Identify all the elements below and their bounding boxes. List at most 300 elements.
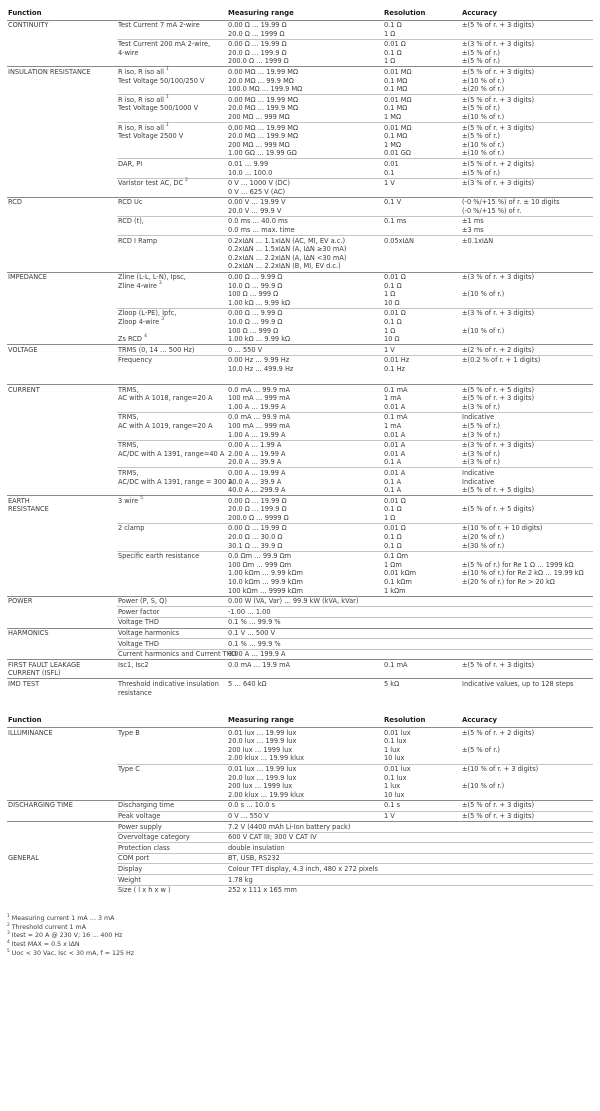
resolution-line: 0.1 ms — [384, 217, 407, 226]
accuracy-line — [462, 754, 592, 763]
resolution-line: 1 V — [384, 345, 395, 354]
description-line: Display — [118, 864, 143, 873]
table-header — [7, 6, 593, 20]
accuracy — [461, 728, 593, 764]
footnote-text: Measuring current 1 mA … 3 mA — [9, 915, 115, 923]
measuring-range — [227, 832, 593, 843]
function-name-line: IMPEDANCE — [8, 273, 47, 282]
accuracy — [461, 216, 593, 235]
range-line: 0.0 ms … 40.0 ms — [228, 217, 288, 226]
footnote — [7, 941, 593, 950]
description-line: DAR, PI — [118, 159, 143, 168]
resolution — [383, 628, 461, 639]
range-line: 20.0 A … 39.9 A — [228, 477, 282, 486]
resolution-line — [384, 618, 460, 627]
resolution — [383, 523, 461, 551]
resolution-line: 0.01 kΩm — [384, 569, 417, 578]
accuracy-line: ±(10 % of r.) — [462, 140, 505, 149]
footnote-text: Uoc < 30 Vac, Isc < 30 mA, f = 125 Hz — [9, 949, 135, 957]
description — [117, 308, 227, 344]
range-line: 200 lux … 1999 lux — [228, 782, 293, 791]
function-name-line: INSULATION RESISTANCE — [8, 67, 91, 76]
accuracy-line: ±(3 % of r. + 3 digits) — [462, 273, 535, 282]
description-line: Test Current 200 mA 2-wire, — [118, 40, 211, 49]
description — [117, 853, 227, 864]
accuracy-header: Accuracy — [461, 6, 593, 20]
description-line-text: R iso, R iso all — [118, 67, 167, 76]
accuracy-line: ±(10 % of r.) — [462, 149, 505, 158]
resolution — [383, 20, 461, 39]
footnote — [7, 932, 593, 941]
accuracy-line: ±(5 % of r. + 3 digits) — [462, 394, 535, 403]
accuracy-line: ±(5 % of r. + 5 digits) — [462, 486, 535, 495]
accuracy-line: ±(3 % of r. + 3 digits) — [462, 40, 535, 49]
resolution-line: 1 V — [384, 812, 395, 820]
range-line: 7.2 V (4400 mAh Li-Ion battery pack) — [228, 822, 351, 831]
resolution — [383, 440, 461, 468]
range-line: 1.00 kΩ … 9.99 kΩ — [228, 335, 291, 344]
description-line: Zloop (L-PE), Ipfc, — [118, 309, 177, 318]
resolution-line: 0.1 Hz — [384, 364, 406, 373]
accuracy — [461, 639, 593, 650]
description — [117, 875, 227, 886]
accuracy — [461, 236, 593, 272]
accuracy — [461, 679, 593, 698]
measuring-range — [227, 649, 383, 660]
description-line — [118, 318, 226, 327]
accuracy — [461, 95, 593, 123]
description — [117, 412, 227, 440]
description — [117, 20, 227, 39]
accuracy — [461, 355, 593, 374]
range-line: 0.00 Ω … 19.99 Ω — [228, 496, 287, 505]
description-line-text: Zline 4-wire — [118, 281, 160, 290]
accuracy-line: ±(20 % of r.) — [462, 85, 505, 94]
accuracy-line — [462, 629, 592, 638]
description — [117, 496, 227, 524]
range-line: 0.0 mA … 99.9 mA — [228, 385, 291, 394]
resolution-line: 0.1 mA — [384, 660, 408, 669]
description — [117, 596, 227, 607]
footnote-ref: 1 — [166, 94, 169, 100]
description — [117, 885, 227, 895]
accuracy-line — [462, 737, 592, 746]
accuracy-line: ±(3 % of r.) — [462, 402, 500, 411]
resolution-line — [384, 629, 460, 638]
description-line: Test Current 7 mA 2-wire — [118, 21, 200, 29]
measuring-range — [227, 308, 383, 344]
resolution — [383, 728, 461, 764]
accuracy — [461, 440, 593, 468]
range-line: 0.01 lux … 19.99 lux — [228, 728, 297, 737]
resolution-line: 0.01 Ω — [384, 40, 406, 49]
measuring-range — [227, 628, 383, 639]
range-line: 20.0 Ω … 1999 Ω — [228, 29, 285, 38]
footnote — [7, 915, 593, 924]
range-line: 0.00 MΩ … 19.99 MΩ — [228, 123, 298, 132]
resolution — [383, 67, 461, 95]
accuracy-line: Indicative — [462, 468, 495, 477]
accuracy-line: ±(3 % of r. + 3 digits) — [462, 179, 535, 188]
resolution-line — [384, 640, 460, 649]
range-line: 0.2xI∆N … 2.2xI∆N (A, I∆N <30 mA) — [228, 253, 347, 262]
function-name-line: VOLTAGE — [8, 345, 38, 354]
resolution-line — [384, 597, 460, 606]
accuracy-line: ±(0.2 % of r. + 1 digits) — [462, 356, 541, 365]
accuracy-line: ±(5 % of r. + 5 digits) — [462, 385, 535, 394]
accuracy — [461, 523, 593, 551]
resolution-line: 0.01 Ω — [384, 273, 406, 282]
range-line: 0.00 Hz … 9.99 Hz — [228, 356, 290, 365]
description-line — [118, 179, 226, 188]
description-line: Weight — [118, 875, 141, 884]
header-spacer — [117, 714, 227, 728]
accuracy — [461, 385, 593, 413]
accuracy-line: ±(3 % of r.) — [462, 449, 500, 458]
measuring-range — [227, 728, 383, 764]
accuracy-line: ±(20 % of r.) for Re > 20 kΩ — [462, 578, 555, 587]
function-name — [7, 345, 117, 374]
resolution-line: 0.01 MΩ — [384, 95, 412, 104]
accuracy-line: (-0 %/+15 %) of r. — [462, 206, 522, 215]
accuracy — [461, 811, 593, 822]
range-line: 0.1 % … 99.9 % — [228, 639, 281, 648]
resolution-line: 0.01 lux — [384, 765, 411, 774]
range-line: 200.0 Ω … 1999 Ω — [228, 57, 289, 66]
range-line: 0.0 mA … 99.9 mA — [228, 413, 291, 422]
range-line: 200 lux … 1999 lux — [228, 745, 293, 754]
measuring-range — [227, 159, 383, 178]
section-rcd — [7, 197, 593, 272]
range-line: 0.00 A … 19.99 A — [228, 468, 286, 477]
accuracy-line: ±(5 % of r. + 3 digits) — [462, 123, 535, 132]
resolution-line: 0.1 Ω — [384, 541, 402, 550]
accuracy — [461, 20, 593, 39]
description-line: Size ( l x h x w ) — [118, 886, 171, 895]
measuring-range — [227, 440, 383, 468]
accuracy-line — [462, 608, 592, 617]
description-line — [118, 335, 226, 344]
description-line: Frequency — [118, 356, 153, 365]
resolution-line: 0.1 lux — [384, 773, 407, 782]
resolution-line: 0.1 — [384, 168, 395, 177]
range-line: 100 kΩm … 9999 kΩm — [228, 586, 303, 595]
spec-row — [7, 679, 593, 698]
footnote-ref: 4 — [144, 334, 147, 340]
resolution-line: 0.1 Ω — [384, 21, 402, 29]
range-line: 0 V … 625 V (AC) — [228, 187, 286, 196]
section-voltage — [7, 345, 593, 374]
accuracy-line: ±(30 % of r.) — [462, 541, 505, 550]
description-line: AC/DC with A 1391, range = 300 A — [118, 477, 233, 486]
measuring-range — [227, 123, 383, 159]
range-line: 1.78 kg — [228, 875, 253, 884]
resolution-line: 0.1 MΩ — [384, 85, 408, 94]
measuring-range — [227, 178, 383, 197]
function-name — [7, 822, 117, 896]
description-line: Overvoltage category — [118, 833, 190, 842]
resolution-line: 0.01 A — [384, 402, 406, 411]
measuring-range — [227, 679, 383, 698]
accuracy — [461, 764, 593, 800]
resolution-line: 0.1 A — [384, 458, 402, 467]
resolution — [383, 800, 461, 811]
resolution — [383, 39, 461, 67]
function-name-line: GENERAL — [8, 854, 39, 863]
accuracy-line: ±(5 % of r.) for Re 1 Ω … 1999 kΩ — [462, 560, 574, 569]
resolution — [383, 679, 461, 698]
resolution-line: 10 Ω — [384, 335, 400, 344]
function-name — [7, 679, 117, 698]
resolution — [383, 596, 461, 607]
accuracy-header: Accuracy — [461, 714, 593, 728]
range-line: 0 V … 1000 V (DC) — [228, 179, 290, 188]
spec-table-current-and-more — [7, 384, 593, 698]
description-line: COM port — [118, 854, 150, 863]
function-header: Function — [7, 6, 117, 20]
measuring-range — [227, 822, 593, 833]
range-line: 0.00 MΩ … 19.99 MΩ — [228, 67, 298, 76]
resolution-line: 0.1 Ω — [384, 533, 402, 542]
accuracy-line — [462, 552, 592, 561]
accuracy-line: ±1 ms — [462, 217, 484, 226]
accuracy-line — [462, 774, 592, 783]
resolution-line: 1 Ω — [384, 57, 396, 66]
accuracy — [461, 468, 593, 496]
range-line: Colour TFT display, 4.3 inch, 480 x 272 pixels — [228, 864, 378, 873]
accuracy-line: ±(3 % of r. + 3 digits) — [462, 309, 535, 318]
measuring-range — [227, 800, 383, 811]
accuracy-line: ±(10 % of r.) — [462, 76, 505, 85]
spec-row — [7, 197, 593, 216]
range-line: 0.0 mA … 19.9 mA — [228, 660, 291, 669]
function-name — [7, 628, 117, 660]
accuracy — [461, 197, 593, 216]
description — [117, 800, 227, 811]
description — [117, 216, 227, 235]
function-name — [7, 20, 117, 67]
resolution — [383, 159, 461, 178]
accuracy-line: ±(5 % of r.) — [462, 104, 500, 113]
range-line: 0.00 Ω … 19.99 Ω — [228, 524, 287, 533]
section-current — [7, 385, 593, 496]
resolution — [383, 216, 461, 235]
resolution-line — [384, 650, 460, 659]
description-line-text: Varistor test AC, DC — [118, 179, 186, 188]
description-line: Test Voltage 2500 V — [118, 132, 184, 141]
section-power — [7, 596, 593, 628]
section-earth-resistance — [7, 496, 593, 597]
description — [117, 832, 227, 843]
range-line: 200.0 Ω … 9999 Ω — [228, 513, 289, 522]
resolution-line: 10 lux — [384, 790, 405, 799]
description — [117, 811, 227, 822]
measuring-range — [227, 660, 383, 679]
range-header: Measuring range — [227, 6, 383, 20]
resolution-line: 0.01 A — [384, 468, 406, 477]
resolution — [383, 412, 461, 440]
range-line: 40.0 A … 299.9 A — [228, 486, 286, 495]
description — [117, 764, 227, 800]
measuring-range — [227, 272, 383, 308]
range-line: -1.00 … 1.00 — [228, 607, 271, 616]
function-name — [7, 728, 117, 801]
description — [117, 728, 227, 764]
section-general — [7, 822, 593, 896]
range-line: 20.0 Ω … 199.9 Ω — [228, 48, 287, 57]
description — [117, 523, 227, 551]
accuracy — [461, 800, 593, 811]
description — [117, 39, 227, 67]
accuracy — [461, 628, 593, 639]
range-line: 0.00 W (VA, Var) … 99.9 kW (kVA, kVar) — [228, 597, 359, 606]
accuracy-line — [462, 650, 592, 659]
accuracy-line: ±(10 % of r.) for Re 2 kΩ … 19.99 kΩ — [462, 569, 584, 578]
description-line: Current harmonics and Current THD — [118, 650, 237, 659]
spec-row — [7, 596, 593, 607]
footnotes — [7, 915, 593, 958]
range-line: 10.0 kΩm … 99.9 kΩm — [228, 578, 303, 587]
accuracy-line: ±(3 % of r.) — [462, 430, 500, 439]
description-line: Power (P, S, Q) — [118, 597, 167, 606]
range-line: 0.00 Ω … 9.99 Ω — [228, 309, 283, 318]
resolution — [383, 607, 461, 618]
range-line: 30.1 Ω … 39.9 Ω — [228, 541, 283, 550]
measuring-range — [227, 197, 383, 216]
accuracy-line: ±(5 % of r. + 3 digits) — [462, 67, 535, 76]
range-line: 5 … 640 kΩ — [228, 679, 267, 688]
description — [117, 123, 227, 159]
spec-row — [7, 385, 593, 413]
description-line: RCD Uc — [118, 198, 143, 207]
range-line: 10.0 Ω … 99.9 Ω — [228, 318, 283, 326]
function-name-line: EARTH — [8, 496, 30, 505]
description — [117, 679, 227, 698]
description-line — [118, 661, 226, 670]
measuring-range — [227, 236, 383, 272]
resolution-line: 0.01 GΩ — [384, 149, 411, 158]
spec-table-illuminance-and-general — [7, 714, 593, 896]
resolution — [383, 468, 461, 496]
resolution-line: 0.1 A — [384, 486, 402, 495]
range-line: 0.1 V … 500 V — [228, 629, 276, 637]
accuracy-line — [462, 299, 592, 308]
resolution-line: 0.1 Ω — [384, 318, 402, 326]
measuring-range — [227, 385, 383, 413]
section-illuminance — [7, 728, 593, 801]
description-line — [118, 96, 226, 105]
accuracy-line: ±(2 % of r. + 2 digits) — [462, 345, 535, 354]
resolution — [383, 660, 461, 679]
range-line: 100 Ωm … 999 Ωm — [228, 560, 292, 569]
description — [117, 649, 237, 660]
range-line: 1.00 kΩ … 9.99 kΩ — [228, 298, 291, 307]
header-row — [7, 6, 593, 20]
footnote-ref: 3 — [159, 280, 162, 286]
description-line-text: Isc1, Isc2 — [118, 660, 149, 669]
accuracy-line: ±(10 % of r. + 10 digits) — [462, 524, 543, 533]
resolution — [383, 178, 461, 197]
range-line: 0.0 ms … max. time — [228, 226, 295, 235]
measuring-range — [227, 811, 383, 822]
accuracy-line: ±(5 % of r.) — [462, 57, 500, 66]
measuring-range — [227, 864, 593, 875]
description-line: Test Voltage 500/1000 V — [118, 104, 199, 113]
accuracy-line: ±(5 % of r. + 2 digits) — [462, 159, 535, 168]
measuring-range — [227, 523, 383, 551]
resolution-line: 1 kΩm — [384, 586, 406, 595]
description-line — [118, 327, 226, 336]
resolution-line: 0.1 mA — [384, 385, 408, 394]
resolution-line: 0.1 A — [384, 477, 402, 486]
description — [117, 639, 227, 650]
description-line: 4-wire — [118, 48, 139, 57]
footnote-text: Threshold current 1 mA — [9, 923, 86, 931]
spec-row — [7, 67, 593, 95]
measuring-range — [227, 551, 383, 596]
resolution-line: 1 V — [384, 179, 395, 188]
resolution-line: 0.01 — [384, 159, 399, 168]
resolution-line: 10 lux — [384, 754, 405, 763]
description-line: Voltage THD — [118, 618, 159, 627]
measuring-range — [227, 345, 383, 356]
resolution — [383, 385, 461, 413]
range-line: 20.0 lux … 199.9 lux — [228, 737, 297, 746]
resolution-line: 0.1 Ωm — [384, 552, 409, 561]
range-line: 0.01 lux … 19.99 lux — [228, 765, 297, 774]
description — [117, 345, 227, 356]
function-name-line: RESISTANCE — [8, 505, 49, 514]
accuracy-line: ±(5 % of r. + 3 digits) — [462, 801, 535, 810]
description-line-text: Zs RCD — [118, 335, 145, 344]
range-line: 0.2xI∆N … 1.5xI∆N (A, I∆N ≥30 mA) — [228, 245, 347, 254]
resolution-line: 0.01 lux — [384, 728, 411, 737]
description-line: Peak voltage — [118, 812, 161, 820]
accuracy — [461, 596, 593, 607]
resolution-line: 0.01 Ω — [384, 524, 406, 533]
accuracy — [461, 159, 593, 178]
description-line — [118, 497, 226, 506]
resolution-line: 1 Ω — [384, 513, 396, 522]
measuring-range — [227, 853, 593, 864]
section-insulation-resistance — [7, 67, 593, 197]
accuracy — [461, 607, 593, 618]
spec-table-electrical — [7, 6, 593, 374]
resolution-line: 5 kΩ — [384, 679, 400, 688]
range-line: BT, USB, RS232 — [228, 854, 280, 863]
accuracy-line: Indicative values, up to 128 steps — [462, 679, 574, 688]
accuracy — [461, 272, 593, 308]
description — [117, 628, 227, 639]
function-name — [7, 197, 117, 272]
resolution-line: 0.01 MΩ — [384, 123, 412, 132]
range-line: 0.00 Ω … 19.99 Ω — [228, 21, 287, 29]
resolution — [383, 95, 461, 123]
range-line: 200 MΩ … 999 MΩ — [228, 140, 290, 149]
measuring-range — [227, 617, 383, 628]
measuring-range — [227, 39, 383, 67]
resolution — [383, 811, 461, 822]
measuring-range — [227, 95, 383, 123]
accuracy-line: ±(5 % of r.) — [462, 168, 500, 177]
accuracy-line — [462, 282, 592, 291]
table-header — [7, 714, 593, 728]
resolution-line: 0.01 Hz — [384, 356, 410, 365]
description — [117, 385, 227, 413]
resolution-line: 1 lux — [384, 745, 401, 754]
description-line: resistance — [118, 688, 152, 697]
range-line: 0.1 % … 99.9 % — [228, 618, 281, 627]
